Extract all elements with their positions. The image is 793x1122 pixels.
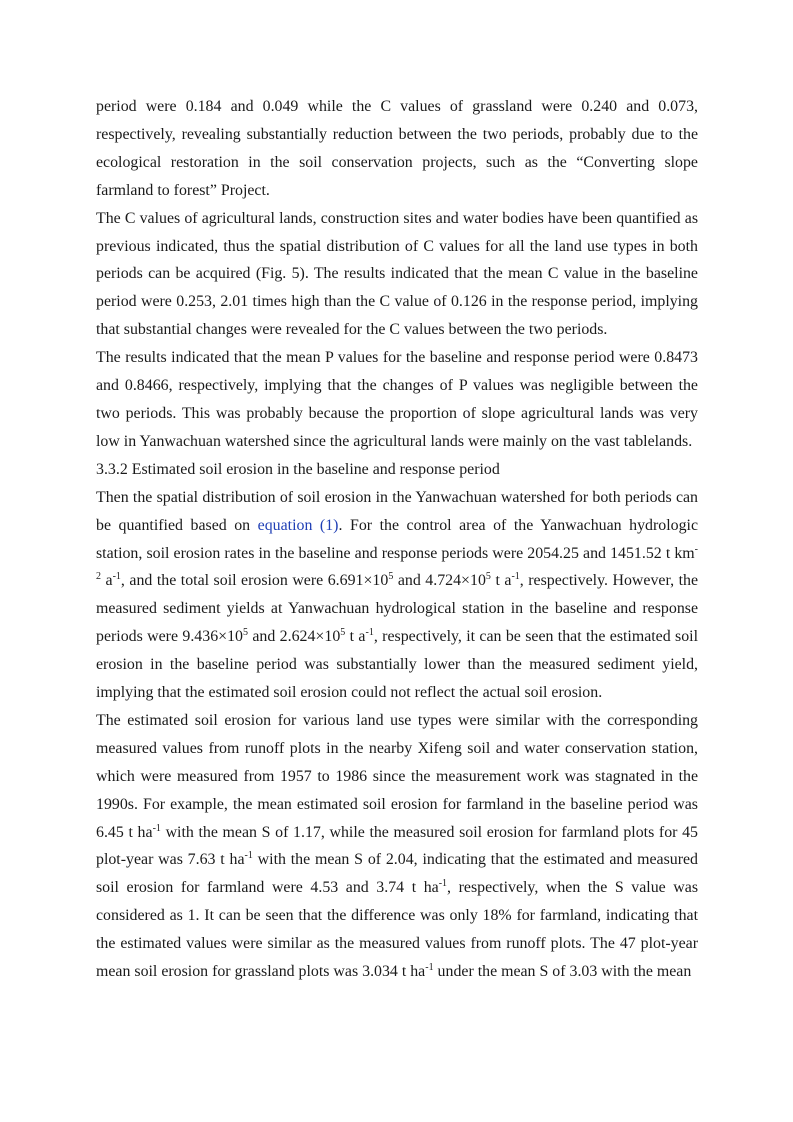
- text-run: , respectively, when the S value was considered as 1. It can be seen that the difference was only 18% for farmland, indicating that the estimated values were similar as the measured values from runoff plots. The 47 plot-year mean soil erosion for grassland plots was 3.034 t ha: [96, 879, 699, 981]
- text-run: Then the spatial distribution of soil erosion in the Yanwachuan watershed for both periods can be quantified based on: [96, 488, 698, 534]
- superscript: -1: [438, 878, 448, 890]
- section-heading-3-3-2: 3.3.2 Estimated soil erosion in the baseline and response period: [96, 460, 500, 478]
- text-run: under the mean S of 3.03 with the mean: [433, 963, 692, 981]
- text-run: a: [101, 572, 113, 590]
- document-page: [96, 93, 698, 986]
- superscript: 5: [243, 627, 248, 639]
- equation-link[interactable]: equation (1): [257, 516, 339, 534]
- superscript: 5: [485, 571, 491, 583]
- paragraph-c-values-all-land-use: The C values of agricultural lands, construction sites and water bodies have been quantified as previous indicated, thus the spatial distribution of C values for all the land use types in both periods can be acquired (Fig. 5). The results indicated that the mean C value in the baseline period were 0.253, 2.01 times high than the C value of 0.126 in the response period, implying that substantial changes were revealed for the C values between the two periods.: [96, 209, 698, 339]
- text-run: , respectively, it can be seen that the estimated soil erosion in the baseline period was substantially lower than the measured sediment yield, implying that the estimated soil erosion could not reflect the actual soil erosion.: [96, 628, 698, 702]
- superscript: -1: [511, 571, 520, 583]
- text-run: with the mean S of 2.04, indicating that the estimated and measured soil erosion for farmland were 4.53 and 3.74 t ha: [96, 851, 698, 897]
- text-run: and 4.724×10: [393, 572, 486, 590]
- superscript: -1: [152, 822, 161, 834]
- superscript: -1: [425, 962, 434, 974]
- text-run: . For the control area of the Yanwachuan hydrologic station, soil erosion rates in the baseline and response periods were 2054.25 and 1451.52 t km: [96, 516, 698, 562]
- text-run: The estimated soil erosion for various land use types were similar with the corresponding measured values from runoff plots in the nearby Xifeng soil and water conservation station, which were measured from 1957 to 1986 since the measurement work was stagnated in the 1990s. For example, the mean estimated soil erosion for farmland in the baseline period was 6.45 t ha: [96, 711, 698, 841]
- paragraph-estimated-soil-erosion: [96, 484, 698, 707]
- superscript: 5: [340, 627, 346, 639]
- superscript: -2: [96, 543, 698, 583]
- superscript: -1: [365, 627, 374, 639]
- text-run: t a: [490, 572, 512, 590]
- superscript: -1: [112, 571, 121, 583]
- text-run: , and the total soil erosion were 6.691×10: [120, 572, 389, 590]
- text-run: with the mean S of 1.17, while the measured soil erosion for farmland plots for 45 plot-year was 7.63 t ha: [96, 823, 699, 869]
- superscript: 5: [388, 571, 394, 583]
- text-run: and 2.624×10: [248, 628, 341, 646]
- text-run: t a: [345, 628, 366, 646]
- paragraph-c-values-forest-grassland: period were 0.184 and 0.049 while the C values of grassland were 0.240 and 0.073, respectively, revealing substantially reduction between the two periods, probably due to the ecological restoration in the soil conservation projects, such as the “Converting slope farmland to forest” Project.: [96, 98, 698, 199]
- text-run: , respectively. However, the measured sediment yields at Yanwachuan hydrological station in the baseline and response periods were 9.436×10: [96, 572, 699, 646]
- paragraph-land-use-comparison: [96, 707, 698, 986]
- paragraph-p-values: The results indicated that the mean P values for the baseline and response period were 0.8473 and 0.8466, respectively, implying that the changes of P values was negligible between the two periods. This was probably because the proportion of slope agricultural lands was very low in Yanwachuan watershed since the agricultural lands were mainly on the vast tablelands.: [96, 349, 698, 450]
- superscript: -1: [244, 850, 253, 862]
